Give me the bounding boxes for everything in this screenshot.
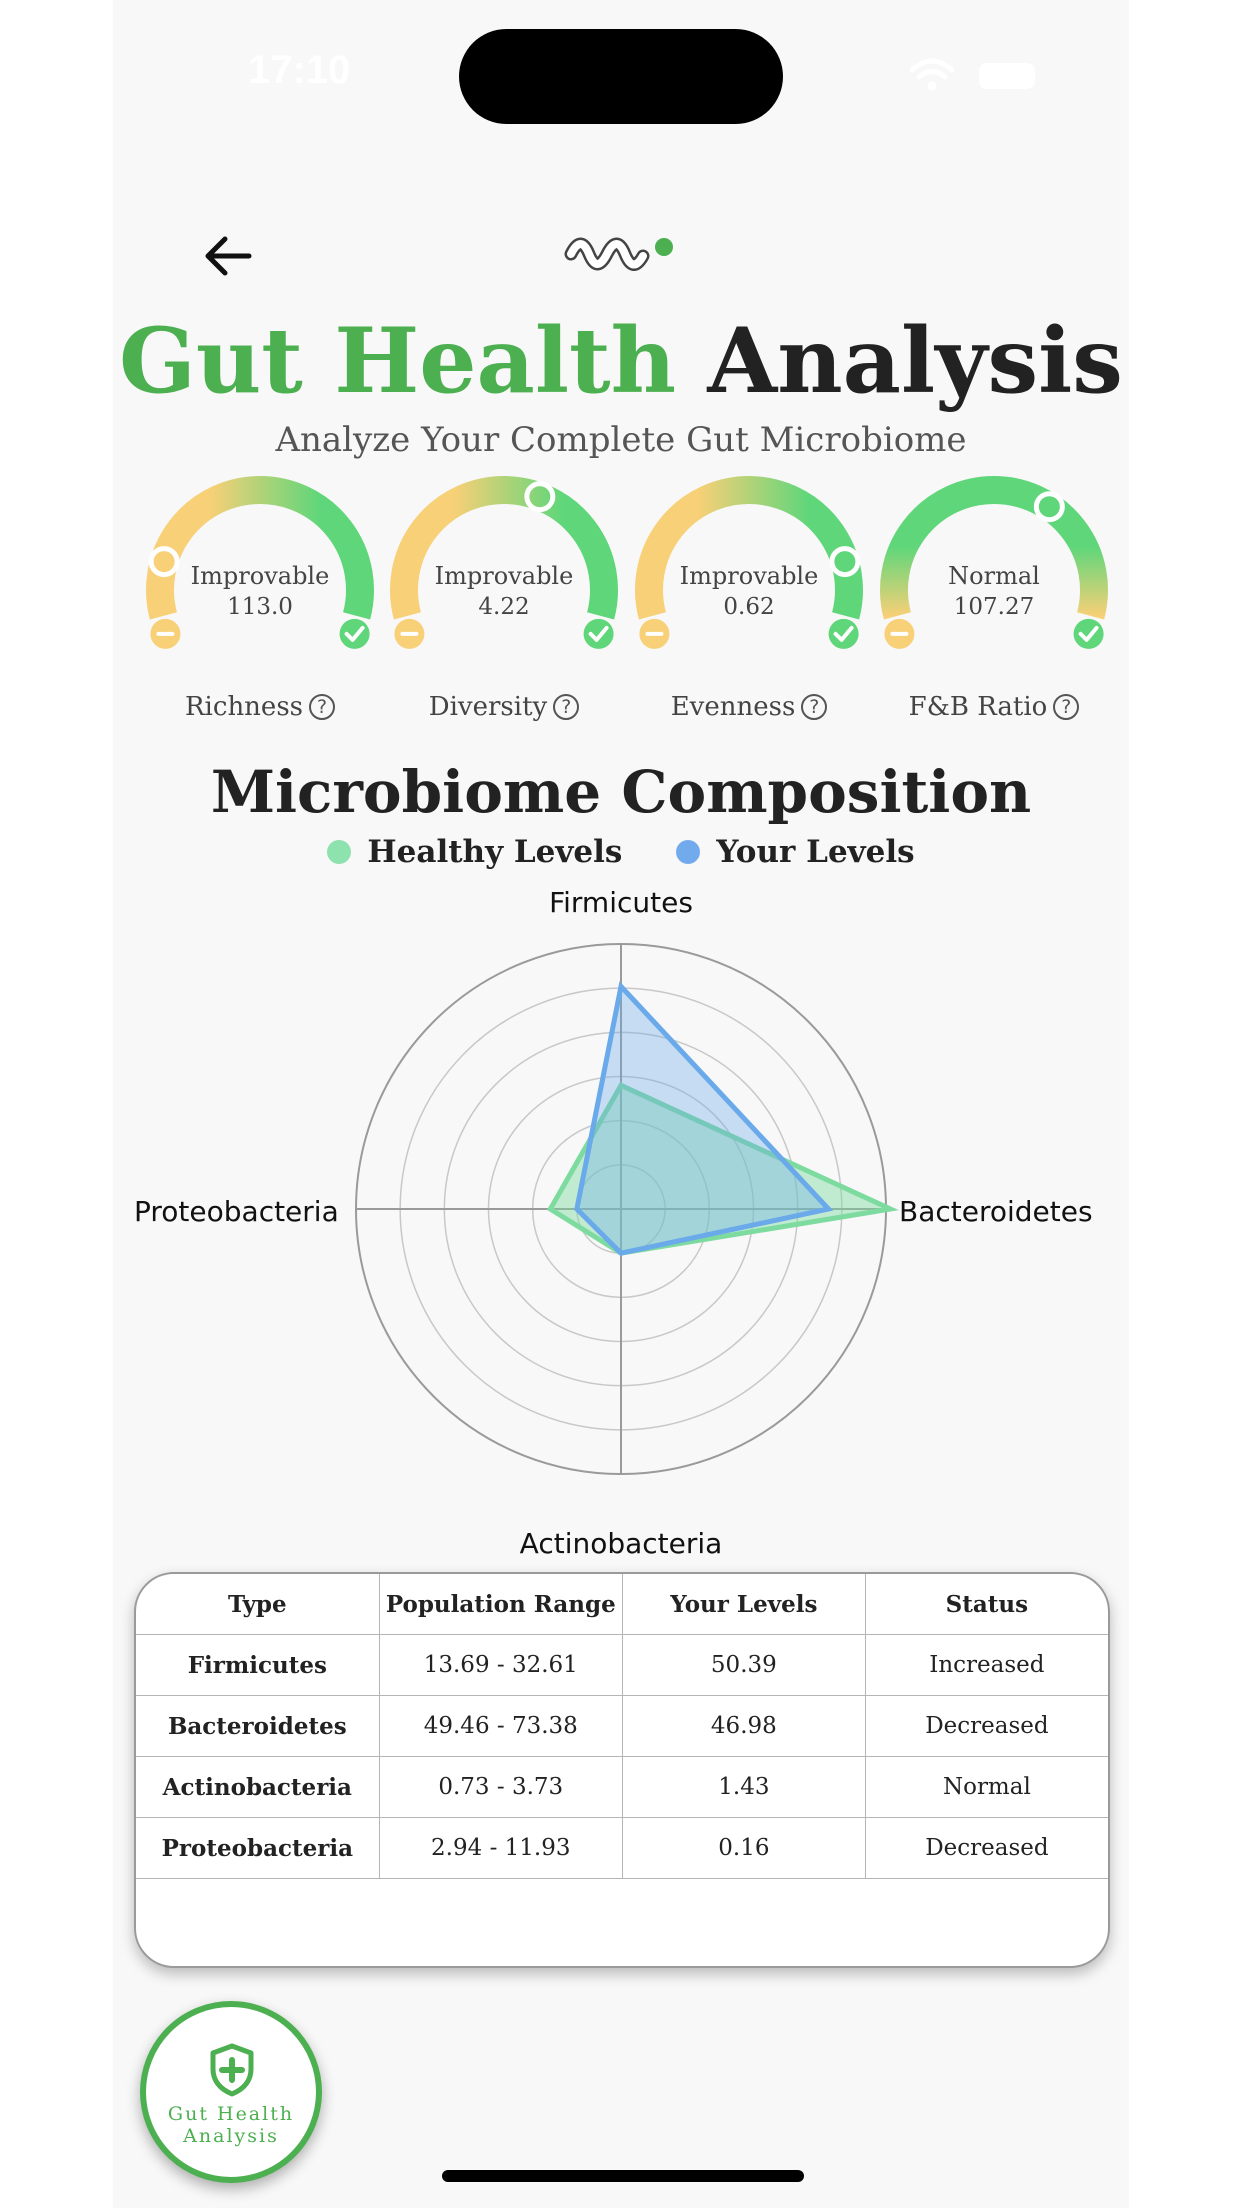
fab-label bbox=[146, 2103, 316, 2147]
brand-logo bbox=[563, 230, 683, 280]
gauge-label: Diversity bbox=[428, 692, 548, 722]
chart-legend bbox=[113, 834, 1129, 870]
help-icon[interactable]: ? bbox=[309, 694, 335, 720]
section-title: Microbiome Composition bbox=[210, 758, 1032, 826]
table-cell: 0.16 bbox=[622, 1818, 865, 1879]
legend-label: Healthy Levels bbox=[367, 834, 623, 870]
gut-health-analysis-button[interactable] bbox=[140, 2001, 322, 2183]
help-icon[interactable]: ? bbox=[553, 694, 579, 720]
gauge-status: Improvable bbox=[434, 562, 574, 590]
table-row bbox=[136, 1696, 1108, 1757]
page-title bbox=[113, 306, 1129, 416]
fab-label-line2: Analysis bbox=[183, 2125, 279, 2147]
table-row bbox=[136, 1818, 1108, 1879]
table-header: Your Levels bbox=[622, 1574, 865, 1635]
legend-healthy bbox=[327, 834, 622, 870]
check-icon bbox=[1074, 619, 1104, 649]
gauge-value: 4.22 bbox=[478, 594, 530, 620]
legend-dot-healthy bbox=[327, 840, 351, 864]
home-indicator bbox=[442, 2170, 804, 2182]
table-cell: 2.94 - 11.93 bbox=[379, 1818, 622, 1879]
gauge-diversity bbox=[384, 470, 624, 740]
table-cell: 46.98 bbox=[622, 1696, 865, 1757]
table-header-row bbox=[136, 1574, 1108, 1635]
table-cell: Increased bbox=[865, 1635, 1108, 1696]
gauge-label: Evenness bbox=[670, 692, 796, 722]
table-header: Type bbox=[136, 1574, 379, 1635]
check-icon bbox=[340, 619, 370, 649]
gauge-label: Richness bbox=[184, 692, 303, 722]
legend-dot-yours bbox=[676, 840, 700, 864]
shield-plus-icon bbox=[209, 2043, 255, 2097]
table-cell: 1.43 bbox=[622, 1757, 865, 1818]
axis-label-firmicutes: Firmicutes bbox=[549, 886, 693, 919]
radar-series-yours bbox=[577, 986, 829, 1253]
table-cell: Firmicutes bbox=[136, 1635, 379, 1696]
gauge-status: Improvable bbox=[190, 562, 330, 590]
gauge-status: Normal bbox=[948, 562, 1040, 590]
gauge-label: F&B Ratio bbox=[908, 692, 1048, 722]
fab-label-line1: Gut Health bbox=[167, 2103, 295, 2125]
table-cell: Actinobacteria bbox=[136, 1757, 379, 1818]
table-cell: 50.39 bbox=[622, 1635, 865, 1696]
check-icon bbox=[584, 619, 614, 649]
title-green: Gut Health bbox=[119, 308, 677, 414]
table-cell: Normal bbox=[865, 1757, 1108, 1818]
page-subtitle: Analyze Your Complete Gut Microbiome bbox=[275, 420, 967, 460]
table-cell: Proteobacteria bbox=[136, 1818, 379, 1879]
help-icon[interactable]: ? bbox=[801, 694, 827, 720]
gauge-value: 0.62 bbox=[723, 594, 775, 620]
gauge-value: 113.0 bbox=[227, 594, 293, 620]
table-cell: 49.46 - 73.38 bbox=[379, 1696, 622, 1757]
minus-icon bbox=[639, 619, 669, 649]
title-dark: Analysis bbox=[707, 308, 1123, 414]
gauge-richness bbox=[140, 470, 380, 740]
table-cell: 13.69 - 32.61 bbox=[379, 1635, 622, 1696]
gauge-status: Improvable bbox=[679, 562, 819, 590]
table-row bbox=[136, 1635, 1108, 1696]
axis-label-bacteroidetes: Bacteroidetes bbox=[899, 1195, 1093, 1228]
composition-table-card bbox=[134, 1572, 1110, 1968]
composition-table bbox=[136, 1574, 1108, 1879]
status-time: 17:10 bbox=[248, 48, 351, 92]
radar-chart bbox=[113, 880, 1129, 1500]
table-cell: 0.73 - 3.73 bbox=[379, 1757, 622, 1818]
legend-yours bbox=[676, 834, 914, 870]
table-cell: Decreased bbox=[865, 1818, 1108, 1879]
table-row bbox=[136, 1757, 1108, 1818]
gauge-fb-ratio bbox=[874, 470, 1114, 740]
table-cell: Decreased bbox=[865, 1696, 1108, 1757]
app-screen bbox=[113, 0, 1129, 2208]
check-icon bbox=[829, 619, 859, 649]
legend-label: Your Levels bbox=[716, 834, 915, 870]
help-icon[interactable]: ? bbox=[1053, 694, 1079, 720]
minus-icon bbox=[150, 619, 180, 649]
minus-icon bbox=[394, 619, 424, 649]
back-button[interactable] bbox=[193, 226, 263, 286]
gauge-value: 107.27 bbox=[953, 594, 1035, 620]
axis-label-proteobacteria: Proteobacteria bbox=[134, 1195, 339, 1228]
table-header: Population Range bbox=[379, 1574, 622, 1635]
battery-icon bbox=[979, 63, 1035, 89]
wifi-icon bbox=[909, 58, 955, 92]
gauge-evenness bbox=[629, 470, 869, 740]
arrow-left-icon bbox=[203, 234, 253, 278]
table-cell: Bacteroidetes bbox=[136, 1696, 379, 1757]
minus-icon bbox=[884, 619, 914, 649]
axis-label-actinobacteria: Actinobacteria bbox=[519, 1527, 723, 1560]
dynamic-island bbox=[459, 29, 783, 124]
table-header: Status bbox=[865, 1574, 1108, 1635]
